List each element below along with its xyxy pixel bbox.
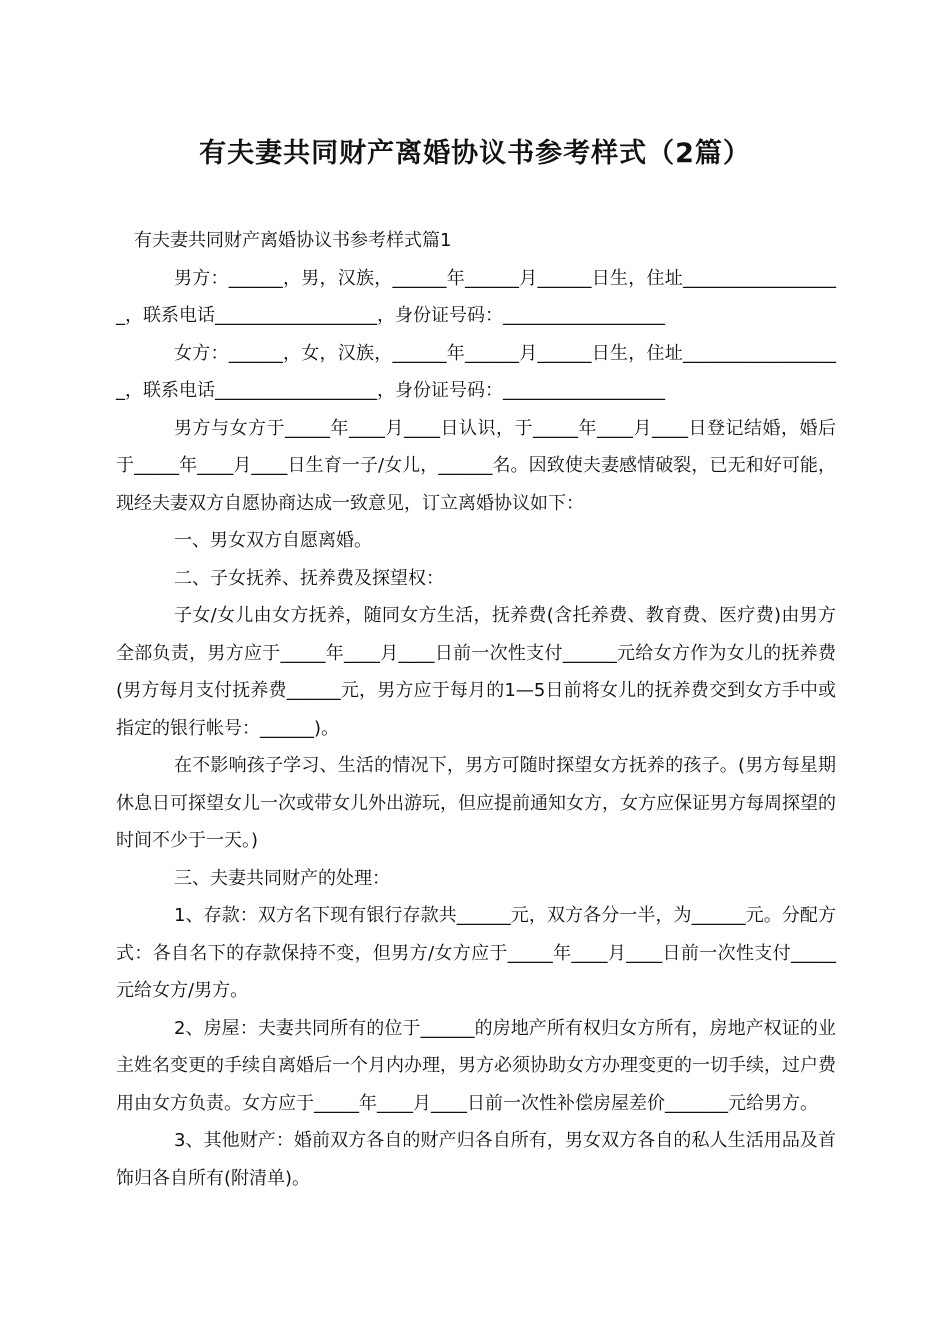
document-body <box>116 222 836 1197</box>
paragraph-other-property: 3、其他财产：婚前双方各自的财产归各自所有，男女双方各自的私人生活用品及首饰归各自所有(附清单)。 <box>116 1130 836 1189</box>
document-title: 有夫妻共同财产离婚协议书参考样式（2篇） <box>199 138 751 169</box>
paragraph-savings: 1、存款：双方名下现有银行存款共______元，双方各分一半，为______元。分配方式：各自名下的存款保持不变，但男方/女方应于_____年____月____日前一次性支付_____元给女方/男方。 <box>116 905 836 1001</box>
paragraph-house: 2、房屋：夫妻共同所有的位于______的房地产所有权归女方所有，房地产权证的业主姓名变更的手续自离婚后一个月内办理，男方必须协助女方办理变更的一切手续，过户费用由女方负责。女方应于_____年____月____日前一次性补偿房屋差价_____​__元给男方。 <box>116 1017 836 1114</box>
clause-heading-divorce: 一、男女双方自愿离婚。 <box>174 530 372 551</box>
section-subtitle: 有夫妻共同财产离婚协议书参考样式篇1 <box>134 230 452 251</box>
paragraph-child-support: 子女/女儿由女方抚养，随同女方生活，抚养费(含托养费、教育费、医疗费)由男方全部负责，男方应于_____年____月____日前一次性支付______元给女方作为女儿的抚养费(男方每月支付抚养费______元，男方应于每月的1—5日前将女儿的抚养费交到女方手中或指定的银行帐号：______)。 <box>116 605 836 739</box>
paragraph-wife-info: 女方：______，女，汉族，______年______月______日生，住址_____________​_____，联系电话__________________，身份证号码：__________________ <box>116 342 836 401</box>
paragraph-husband-info: 男方：______，男，汉族，______年______月______日生，住址_____________​_____，联系电话__________________，身份证号码：__________________ <box>116 267 836 326</box>
paragraph-visitation: 在不影响孩子学习、生活的情况下，男方可随时探望女方抚养的孩子。(男方每星期休息日可探望女儿一次或带女儿外出游玩，但应提前通知女方，女方应保证男方每周探望的时间不少于一天。) <box>116 755 836 851</box>
paragraph-marriage-history: 男方与女方于_____年____月____日认识，于_____年____月____日登记结婚，婚后于_____年____月____日生育一子/女儿，______名。因致使夫妻感情破裂，已无和好可能，现经夫妻双方自愿协商达成一致意见，订立离婚协议如下： <box>116 417 836 514</box>
clause-heading-property: 三、夫妻共同财产的处理： <box>174 867 390 889</box>
clause-heading-child-custody: 二、子女抚养、抚养费及探望权： <box>174 567 444 589</box>
